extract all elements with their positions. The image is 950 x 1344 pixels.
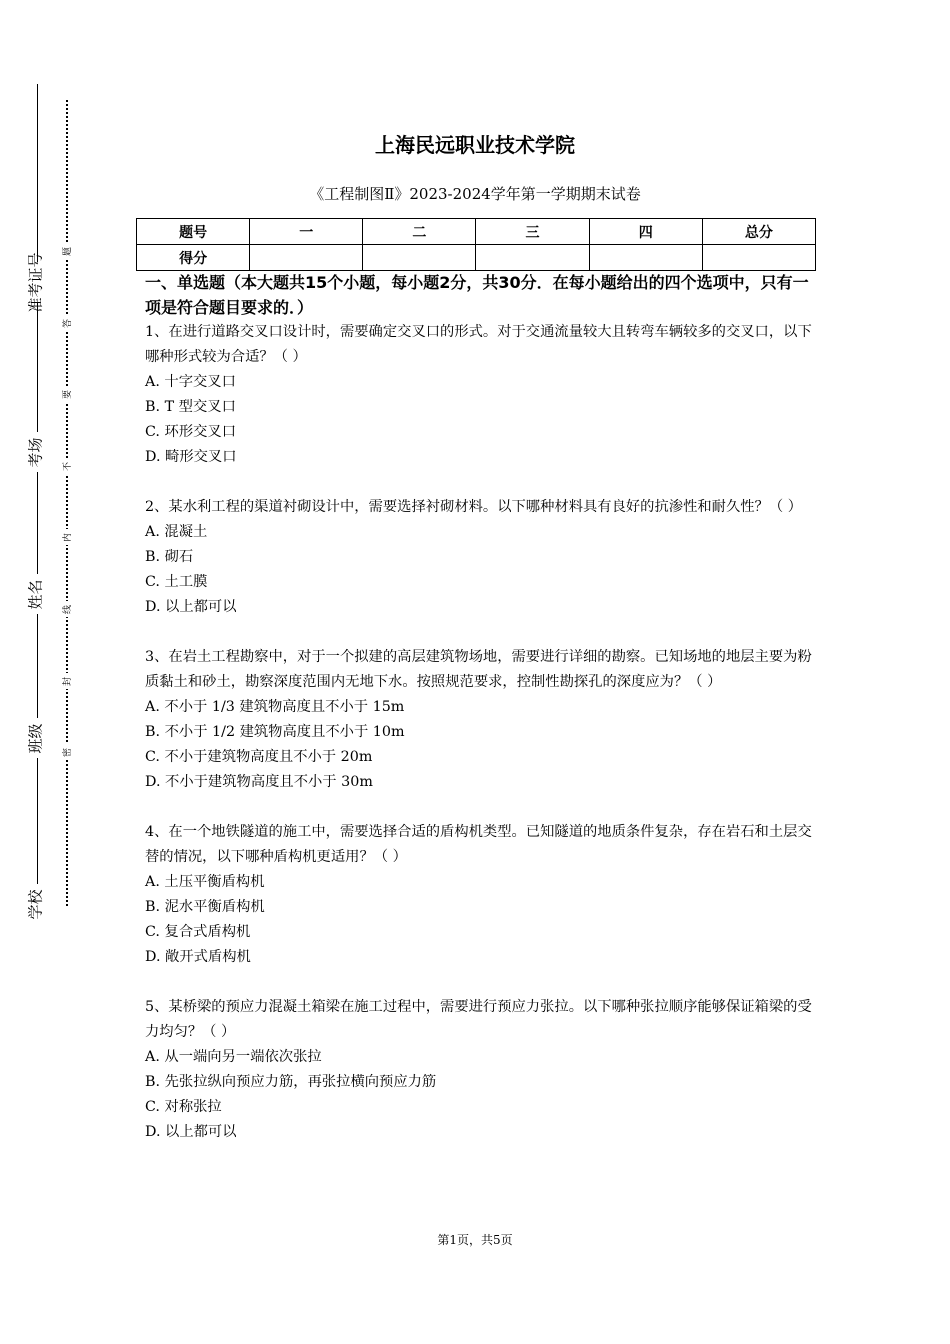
field-school-label: 学校	[20, 884, 50, 924]
option-c: C. 复合式盾构机	[145, 924, 251, 940]
seal-char: 封	[58, 673, 76, 689]
option-b: B. 砌石	[145, 549, 194, 565]
question-stem: 5、某桥梁的预应力混凝土箱梁在施工过程中，需要进行预应力张拉。以下哪种张拉顺序能够保证箱梁的受力均匀？（ ）	[145, 999, 812, 1040]
score-table-score-row	[137, 245, 816, 271]
field-name-label: 姓名	[20, 574, 50, 614]
field-exam-number-label: 准考证号	[20, 262, 50, 302]
question-stem: 1、在进行道路交叉口设计时，需要确定交叉口的形式。对于交通流量较大且转弯车辆较多的交叉口，以下哪种形式较为合适？（ ）	[145, 324, 812, 365]
score-header-cell: 三	[476, 219, 589, 245]
exam-title: 《工程制图Ⅱ》2023-2024学年第一学期期末试卷	[309, 185, 641, 203]
score-cell	[250, 245, 363, 271]
question-5	[145, 995, 813, 1145]
question-1	[145, 320, 813, 470]
option-d: D. 不小于建筑物高度且不小于 30m	[145, 774, 373, 790]
seal-char: 内	[58, 529, 76, 545]
option-a: A. 从一端向另一端依次张拉	[145, 1049, 322, 1065]
score-cell	[363, 245, 476, 271]
option-a: A. 混凝土	[145, 524, 208, 540]
option-b: B. 先张拉纵向预应力筋，再张拉横向预应力筋	[145, 1074, 437, 1090]
seal-char: 要	[58, 386, 76, 402]
option-c: C. 不小于建筑物高度且不小于 20m	[145, 749, 373, 765]
option-d: D. 以上都可以	[145, 1124, 237, 1140]
binding-solid-line	[37, 84, 38, 906]
field-exam-room-label: 考场	[20, 432, 50, 472]
score-table-header-row	[137, 219, 816, 245]
score-table	[136, 218, 816, 271]
seal-char: 密	[58, 744, 76, 760]
field-class-label: 班级	[20, 718, 50, 758]
score-cell	[476, 245, 589, 271]
option-c: C. 土工膜	[145, 574, 208, 590]
score-cell	[702, 245, 815, 271]
score-cell	[589, 245, 702, 271]
section-heading: 一、单选题（本大题共15个小题，每小题2分，共30分．在每小题给出的四个选项中，只有一项是符合题目要求的．）	[145, 273, 809, 317]
option-c: C. 环形交叉口	[145, 424, 237, 440]
option-d: D. 畸形交叉口	[145, 449, 237, 465]
page-number: 第1页，共5页	[437, 1233, 513, 1247]
option-a: A. 土压平衡盾构机	[145, 874, 265, 890]
option-b: B. 不小于 1/2 建筑物高度且不小于 10m	[145, 724, 405, 740]
seal-char: 题	[58, 243, 76, 259]
option-d: D. 敞开式盾构机	[145, 949, 251, 965]
score-header-cell: 总分	[702, 219, 815, 245]
score-header-cell: 题号	[137, 219, 250, 245]
score-header-cell: 四	[589, 219, 702, 245]
option-b: B. T 型交叉口	[145, 399, 236, 415]
option-a: A. 不小于 1/3 建筑物高度且不小于 15m	[145, 699, 405, 715]
question-stem: 4、在一个地铁隧道的施工中，需要选择合适的盾构机类型。已知隧道的地质条件复杂，存在岩石和土层交替的情况，以下哪种盾构机更适用？（ ）	[145, 824, 812, 865]
question-2	[145, 495, 813, 620]
seal-char: 线	[58, 601, 76, 617]
score-row-label: 得分	[137, 245, 250, 271]
option-a: A. 十字交叉口	[145, 374, 236, 390]
score-header-cell: 一	[250, 219, 363, 245]
question-list	[145, 320, 813, 1170]
seal-char: 不	[58, 458, 76, 474]
question-stem: 2、某水利工程的渠道衬砌设计中，需要选择衬砌材料。以下哪种材料具有良好的抗渗性和耐久性？（ ）	[145, 499, 802, 515]
question-stem: 3、在岩土工程勘察中，对于一个拟建的高层建筑物场地，需要进行详细的勘察。已知场地的地层主要为粉质黏土和砂土，勘察深度范围内无地下水。按照规范要求，控制性勘探孔的深度应为？（ ）	[145, 649, 812, 690]
option-c: C. 对称张拉	[145, 1099, 222, 1115]
seal-char: 答	[58, 315, 76, 331]
option-d: D. 以上都可以	[145, 599, 237, 615]
score-header-cell: 二	[363, 219, 476, 245]
binding-dotted-line	[66, 100, 68, 906]
question-4	[145, 820, 813, 970]
question-3	[145, 645, 813, 795]
school-title: 上海民远职业技术学院	[375, 133, 575, 157]
option-b: B. 泥水平衡盾构机	[145, 899, 265, 915]
